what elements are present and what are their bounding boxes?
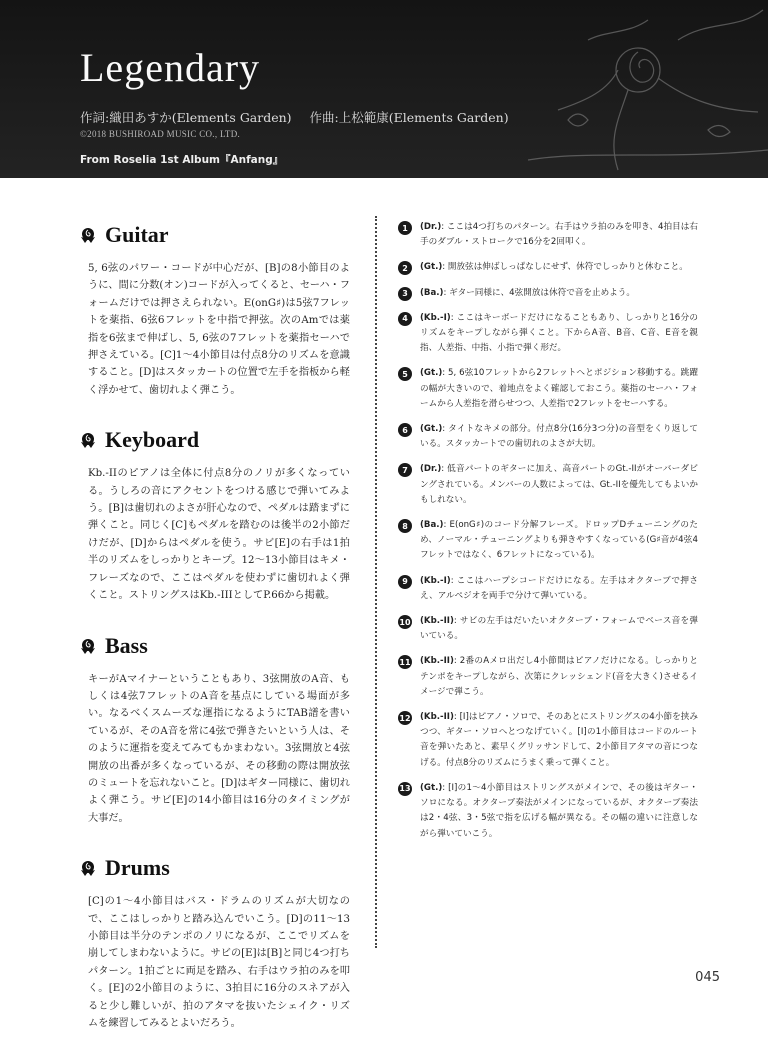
note-part-tag: (Dr.) (420, 464, 442, 475)
note-part-tag: (Kb.-II) (420, 656, 454, 667)
note-part-tag: (Kb.-II) (420, 712, 454, 723)
copyright: ©2018 BUSHIROAD MUSIC CO., LTD. (80, 129, 241, 139)
note-body: : 5, 6弦10フレットから2フレットへとポジション移動する。跳躍の幅が大きいので、着地点をよく確認しておこう。薬指のセーハ・フォームから人差指を滑らせつつ、人差指で2フレットをセーハする。 (420, 368, 698, 409)
column-divider (375, 216, 377, 948)
note-number-badge: 4 (398, 312, 412, 326)
note-part-tag: (Dr.) (420, 222, 442, 232)
section-heading (78, 423, 350, 457)
rose-icon (78, 858, 98, 878)
section-heading (78, 851, 350, 885)
section-title: Bass (105, 632, 148, 658)
note-text (420, 422, 698, 452)
note-part-tag: (Ba.) (420, 520, 444, 531)
note-number-badge: 8 (398, 519, 412, 533)
section-text: Kb.-IIのピアノは全体に付点8分のノリが多くなっている。うしろの音にアクセントをつける感じで弾いてみよう。[B]は歯切れのよさが肝心なので、ペダルは踏まずに弾くこと。同じく[C]もペダルを踏むのは後半の2小節だけだが、[D]からはペダルを使う。サビ[E]の右手は1拍半のリズムをしっかりとキープ。12〜13小節目はキメ・フレーズなので、ここはペダルを使わずに歯切れよく弾くこと。ストリングスはKb.-IIIとしてP.66から掲載。 (88, 468, 350, 602)
note-item (398, 574, 698, 604)
note-number-badge: 11 (398, 655, 412, 669)
note-body: : ここはハープシコードだけになる。左手はオクターブで押さえ、アルペジオを両手で分けて弾いている。 (420, 575, 698, 601)
section-drums (78, 851, 350, 1032)
note-part-tag: (Kb.-I) (420, 312, 451, 323)
note-body: : [I]はピアノ・ソロで、そのあとにストリングスの4小節を挟みつつ、ギター・ソロへとつなげていく。[I]の1小節目はコードのルート音を弾いたあと、素早くグリッサンドして、2小節目アタマの音につなげる。付点8分のリズムにうまく乗って弾くこと。 (420, 712, 698, 768)
note-item (398, 614, 698, 644)
section-heading (78, 629, 350, 663)
note-text (420, 366, 698, 412)
note-number-badge: 5 (398, 367, 412, 381)
section-bass (78, 629, 350, 828)
section-text: キーがAマイナーということもあり、3弦開放のA音、もしくは4弦7フレットのA音を基点にしている場面が多い。なるべくスムーズな運指になるようにTAB譜を書いているが、そのA音を常に4弦で弾きたいという人は、そのように運指を変えてみてもかまわない。3弦開放と4弦開放の出番が多くなっているが、その移動の際は開放弦のミュートを忘れないこと。[D]はギター同様に、歯切れよく弾こう。サビ[E]の14小節目は16分のタイミングが大事だ。 (88, 673, 350, 824)
note-item (398, 220, 698, 250)
note-part-tag: (Gt.) (420, 782, 443, 793)
section-text: 5, 6弦のパワー・コードが中心だが、[B]の8小節目のように、間に分数(オン)コードが入ってくると、セーハ・フォームだけでは押さえられない。E(onG♯)は5弦7フレットを薬指、6弦6フレットを中指で押弦。次のAmでは薬指を6弦まで伸ばし、5, 6弦の7フレットを薬指セーハで押さえている。[C]1〜4小節目は付点8分のリズムを意識すること。[D]はスタッカートの位置で左手を指板から軽く浮かせて、歯切れよく弾こう。 (88, 263, 350, 396)
note-number-badge: 2 (398, 261, 412, 275)
note-text (420, 518, 698, 564)
note-item (398, 311, 698, 357)
note-part-tag: (Ba.) (420, 287, 444, 298)
note-body: : サビの左手はだいたいオクターブ・フォームでベース音を弾いている。 (420, 616, 698, 642)
note-item (398, 260, 698, 275)
album-source: From Roselia 1st Album『Anfang』 (80, 154, 284, 166)
rose-icon (78, 225, 98, 245)
note-text (420, 462, 698, 508)
section-text: [C]の1〜4小節目はバス・ドラムのリズムが大切なので、ここはしっかりと踏み込んでいこう。[D]の11〜13小節目は半分のテンポのノリになるが、ここでリズムを崩してしまわないように。サビの[E]は[B]と同じ4つ打ちパターン。1拍ごとに両足を踏み、右手はウラ拍のみを叩く。[E]の2小節目のように、3拍目に16分のスネアが入ると少し難しいが、拍のアタマを抜いたシェイク・リズムを練習してみるとよいだろう。 (88, 896, 350, 1029)
note-text (420, 220, 698, 250)
note-number-badge: 7 (398, 463, 412, 477)
note-number-badge: 3 (398, 287, 412, 301)
note-body: : タイトなキメの部分。付点8分(16分3つ分)の音型をくり返している。スタッカートでの歯切れのよさが大切。 (420, 424, 698, 450)
composer-credit: 作曲:上松範康(Elements Garden) (309, 110, 509, 125)
note-part-tag: (Gt.) (420, 368, 443, 379)
note-text (420, 574, 698, 604)
note-part-tag: (Kb.-II) (420, 616, 454, 627)
section-title: Keyboard (105, 427, 200, 453)
note-body: : 低音パートのギターに加え、高音パートのGt.-IIがオーバーダビングされている。メンバーの人数によっては、Gt.-IIを優先してもよいかもしれない。 (420, 464, 698, 505)
title-banner (0, 0, 768, 178)
note-item (398, 654, 698, 700)
section-title: Drums (105, 855, 170, 881)
note-number-badge: 10 (398, 615, 412, 629)
instrument-commentary (78, 218, 350, 1056)
note-part-tag: (Gt.) (420, 262, 443, 273)
lyricist-credit: 作詞:織田あすか(Elements Garden) (80, 110, 292, 125)
note-body: : 開放弦は伸ばしっぱなしにせず、休符でしっかりと休むこと。 (442, 262, 688, 273)
note-part-tag: (Kb.-I) (420, 575, 451, 586)
note-item (398, 366, 698, 412)
numbered-notes (398, 220, 698, 852)
note-body: : 2番のAメロ出だし4小節間はピアノだけになる。しっかりとテンポをキープしながら、次第にクレッシェンド(音を大きく)させるイメージで弾こう。 (420, 656, 698, 697)
note-text (420, 781, 698, 842)
section-guitar (78, 218, 350, 399)
note-number-badge: 12 (398, 711, 412, 725)
note-item (398, 710, 698, 771)
note-number-badge: 13 (398, 782, 412, 796)
note-body: : ここはキーボードだけになることもあり、しっかりと16分のリズムをキープしながら弾くこと。下からA音、B音、C音、E音を親指、人差指、中指、小指で弾く形だ。 (420, 312, 698, 354)
note-item (398, 781, 698, 842)
note-number-badge: 1 (398, 221, 412, 235)
note-number-badge: 6 (398, 423, 412, 437)
rose-icon (78, 430, 98, 450)
note-item (398, 422, 698, 452)
note-item (398, 286, 698, 301)
note-text (420, 286, 635, 301)
note-body: : [I]の1〜4小節目はストリングスがメインで、その後はギター・ソロになる。オクターブ奏法がメインになっているが、オクターブ奏法は2・4弦、3・5弦で指を広げる幅が異なる。その幅の違いに注意しながら弾いていこう。 (420, 782, 698, 839)
note-number-badge: 9 (398, 575, 412, 589)
note-body: : E(onG♯)のコード分解フレーズ。ドロップDチューニングのため、ノーマル・チューニングよりも弾きやすくなっている(G♯音が4弦4フレットではなく、6フレットになっている)。 (420, 520, 698, 561)
note-text (420, 654, 698, 700)
note-text (420, 311, 698, 357)
rose-icon (78, 636, 98, 656)
credits (80, 108, 523, 126)
note-part-tag: (Gt.) (420, 424, 443, 435)
note-text (420, 260, 688, 275)
page-number: 045 (695, 970, 720, 985)
rose-ornament-icon (468, 0, 768, 178)
song-title: Legendary (80, 45, 261, 90)
note-body: : ギター同様に、4弦開放は休符で音を止めよう。 (443, 287, 635, 298)
note-item (398, 462, 698, 508)
note-item (398, 518, 698, 564)
note-body: : ここは4つ打ちのパターン。右手はウラ拍のみを叩き、4拍目は右手のダブル・ストロークで16分を2回叩く。 (420, 222, 698, 248)
note-text (420, 710, 698, 771)
section-keyboard (78, 423, 350, 604)
section-title: Guitar (105, 222, 169, 247)
section-heading (78, 218, 350, 252)
note-text (420, 614, 698, 644)
